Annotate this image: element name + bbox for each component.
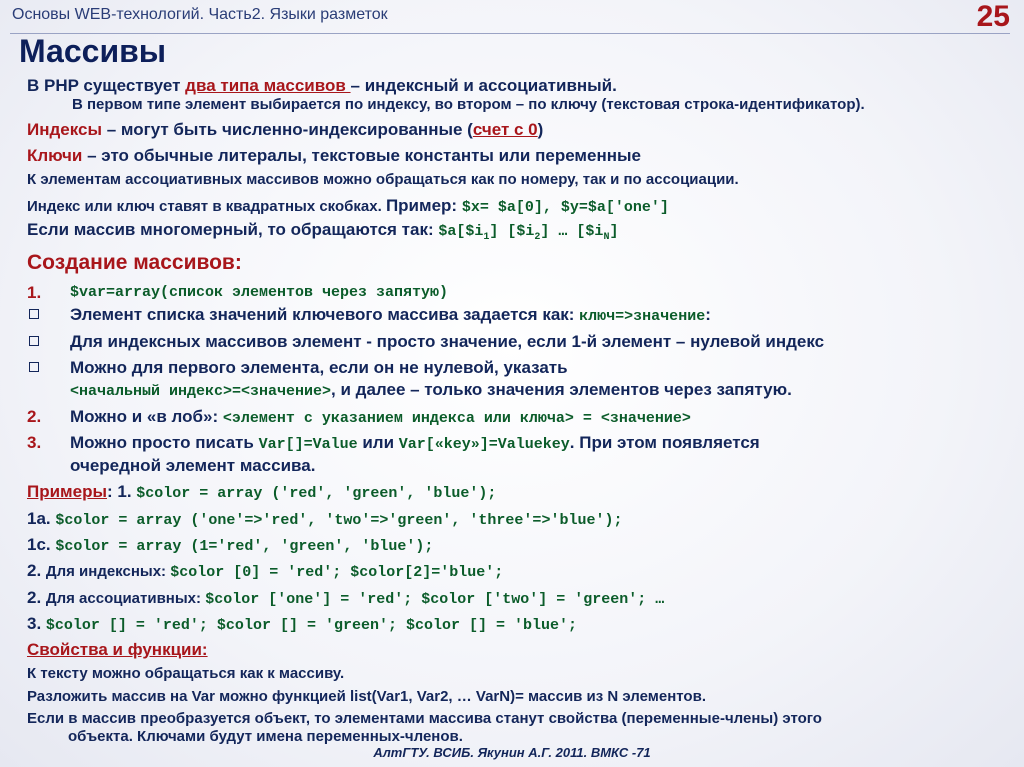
checkbox-bullet-icon: [29, 309, 39, 319]
list-item-continuation: [70, 380, 792, 400]
text: Индекс или ключ ставят в квадратных скобках.: [27, 198, 386, 215]
text: . При этом появляется: [569, 433, 760, 452]
list-number: 2.: [27, 407, 42, 426]
text: :: [705, 305, 711, 324]
text-line: [27, 146, 641, 166]
page-title: Массивы: [19, 33, 167, 69]
example-line: [27, 535, 433, 555]
text-line: К элементам ассоциативных массивов можно обращаться как по номеру, так и по ассоциации.: [27, 171, 739, 188]
text-line: К тексту можно обращаться как к массиву.: [27, 665, 345, 682]
highlight-text: два типа массивов: [185, 76, 351, 95]
code-text: $color [] = 'red'; $color [] = 'green'; $color [] = 'blue';: [45, 617, 577, 634]
code-text: $var=array(список элементов через запятую): [70, 284, 449, 301]
text: , и далее – только значения элементов через запятую.: [331, 380, 792, 399]
text: Для ассоциативных:: [45, 590, 206, 607]
section-heading-properties: Свойства и функции:: [27, 640, 208, 659]
list-number: 1.: [27, 283, 42, 302]
example-line: [27, 614, 577, 634]
text: 2.: [27, 588, 46, 607]
list-item: Для индексных массивов элемент - просто значение, если 1-й элемент – нулевой индекс: [70, 332, 825, 351]
code-text: $color ['one'] = 'red'; $color ['two'] = 'green'; …: [205, 591, 665, 608]
code-text: $x= $a[0], $y=$a['one']: [461, 199, 669, 216]
code-text: <начальный индекс>=<значение>: [70, 383, 332, 400]
example-line: [27, 588, 664, 608]
text-line: Разложить массив на Var можно функцией list(Var1, Var2, … VarN)= массив из N элементов.: [27, 688, 706, 705]
list-number: 3.: [27, 433, 42, 452]
code-text: $\$a[\$i_1]$ $[\$i_2]$ … $[\$i_N]$: [438, 223, 619, 243]
list-item: [70, 407, 691, 427]
code-text: ключ=>значение: [579, 308, 706, 325]
text: 3.: [27, 614, 46, 633]
section-heading-creation: Создание массивов:: [27, 251, 242, 274]
text: Элемент списка значений ключевого массива задается как:: [70, 305, 580, 324]
code-text: Var[«key»]=Valuekey: [398, 436, 570, 453]
text-line: В первом типе элемент выбирается по индексу, во втором – по ключу (текстовая строка-идентификатор).: [72, 96, 865, 113]
highlight-text: счет с 0: [472, 120, 538, 139]
term: Примеры: [27, 482, 107, 501]
list-item: Можно для первого элемента, если он не нулевой, указать: [70, 358, 568, 377]
checkbox-bullet-icon: [29, 336, 39, 346]
text: : 1.: [107, 482, 137, 501]
text: В PHP существует: [27, 76, 186, 95]
text: – это обычные литералы, текстовые константы или переменные: [82, 146, 641, 165]
text: Для индексных:: [45, 563, 171, 580]
term: Индексы: [27, 120, 102, 139]
text: или: [357, 433, 399, 452]
example-line: [27, 509, 622, 529]
text-line: [27, 120, 543, 140]
text: Пример:: [385, 196, 462, 215]
term: Ключи: [27, 146, 83, 165]
text-line: [27, 76, 617, 96]
code-text: $color = array (1='red', 'green', 'blue');: [55, 538, 434, 555]
text: 1a.: [27, 509, 56, 528]
checkbox-bullet-icon: [29, 362, 39, 372]
slide-header: Основы WEB-технологий. Часть2. Языки разметок: [12, 6, 388, 23]
list-item: [70, 433, 760, 453]
list-item: [70, 283, 448, 301]
text: Если массив многомерный, то обращаются так:: [27, 220, 439, 239]
list-item: [70, 305, 711, 325]
page-number: 25: [976, 0, 1010, 33]
text: Можно просто писать: [70, 433, 259, 452]
code-text: $color = array ('red', 'green', 'blue');: [136, 485, 497, 502]
list-item-continuation: очередной элемент массива.: [70, 456, 316, 475]
code-text: $color [0] = 'red'; $color[2]='blue';: [170, 564, 504, 581]
footer-credit: АлтГТУ. ВСИБ. Якунин А.Г. 2011. ВМКС -71: [373, 745, 651, 760]
example-line: [27, 561, 503, 581]
code-text: <элемент с указанием индекса или ключа> = <значение>: [222, 410, 691, 427]
text: – могут быть численно-индексированные (: [102, 120, 473, 139]
text: ): [537, 120, 544, 139]
text-line: [27, 196, 669, 216]
code-text: $color = array ('one'=>'red', 'two'=>'green', 'three'=>'blue');: [55, 512, 623, 529]
text-line: объекта. Ключами будут имена переменных-членов.: [68, 728, 463, 745]
text: 1c.: [27, 535, 56, 554]
text: Можно и «в лоб»:: [70, 407, 223, 426]
text: – индексный и ассоциативный.: [350, 76, 617, 95]
example-line: [27, 482, 496, 502]
code-text: Var[]=Value: [258, 436, 358, 453]
text-line: [27, 220, 618, 243]
text: 2.: [27, 561, 46, 580]
text-line: Если в массив преобразуется объект, то элементами массива станут свойства (переменные-члены) этого: [27, 710, 822, 727]
